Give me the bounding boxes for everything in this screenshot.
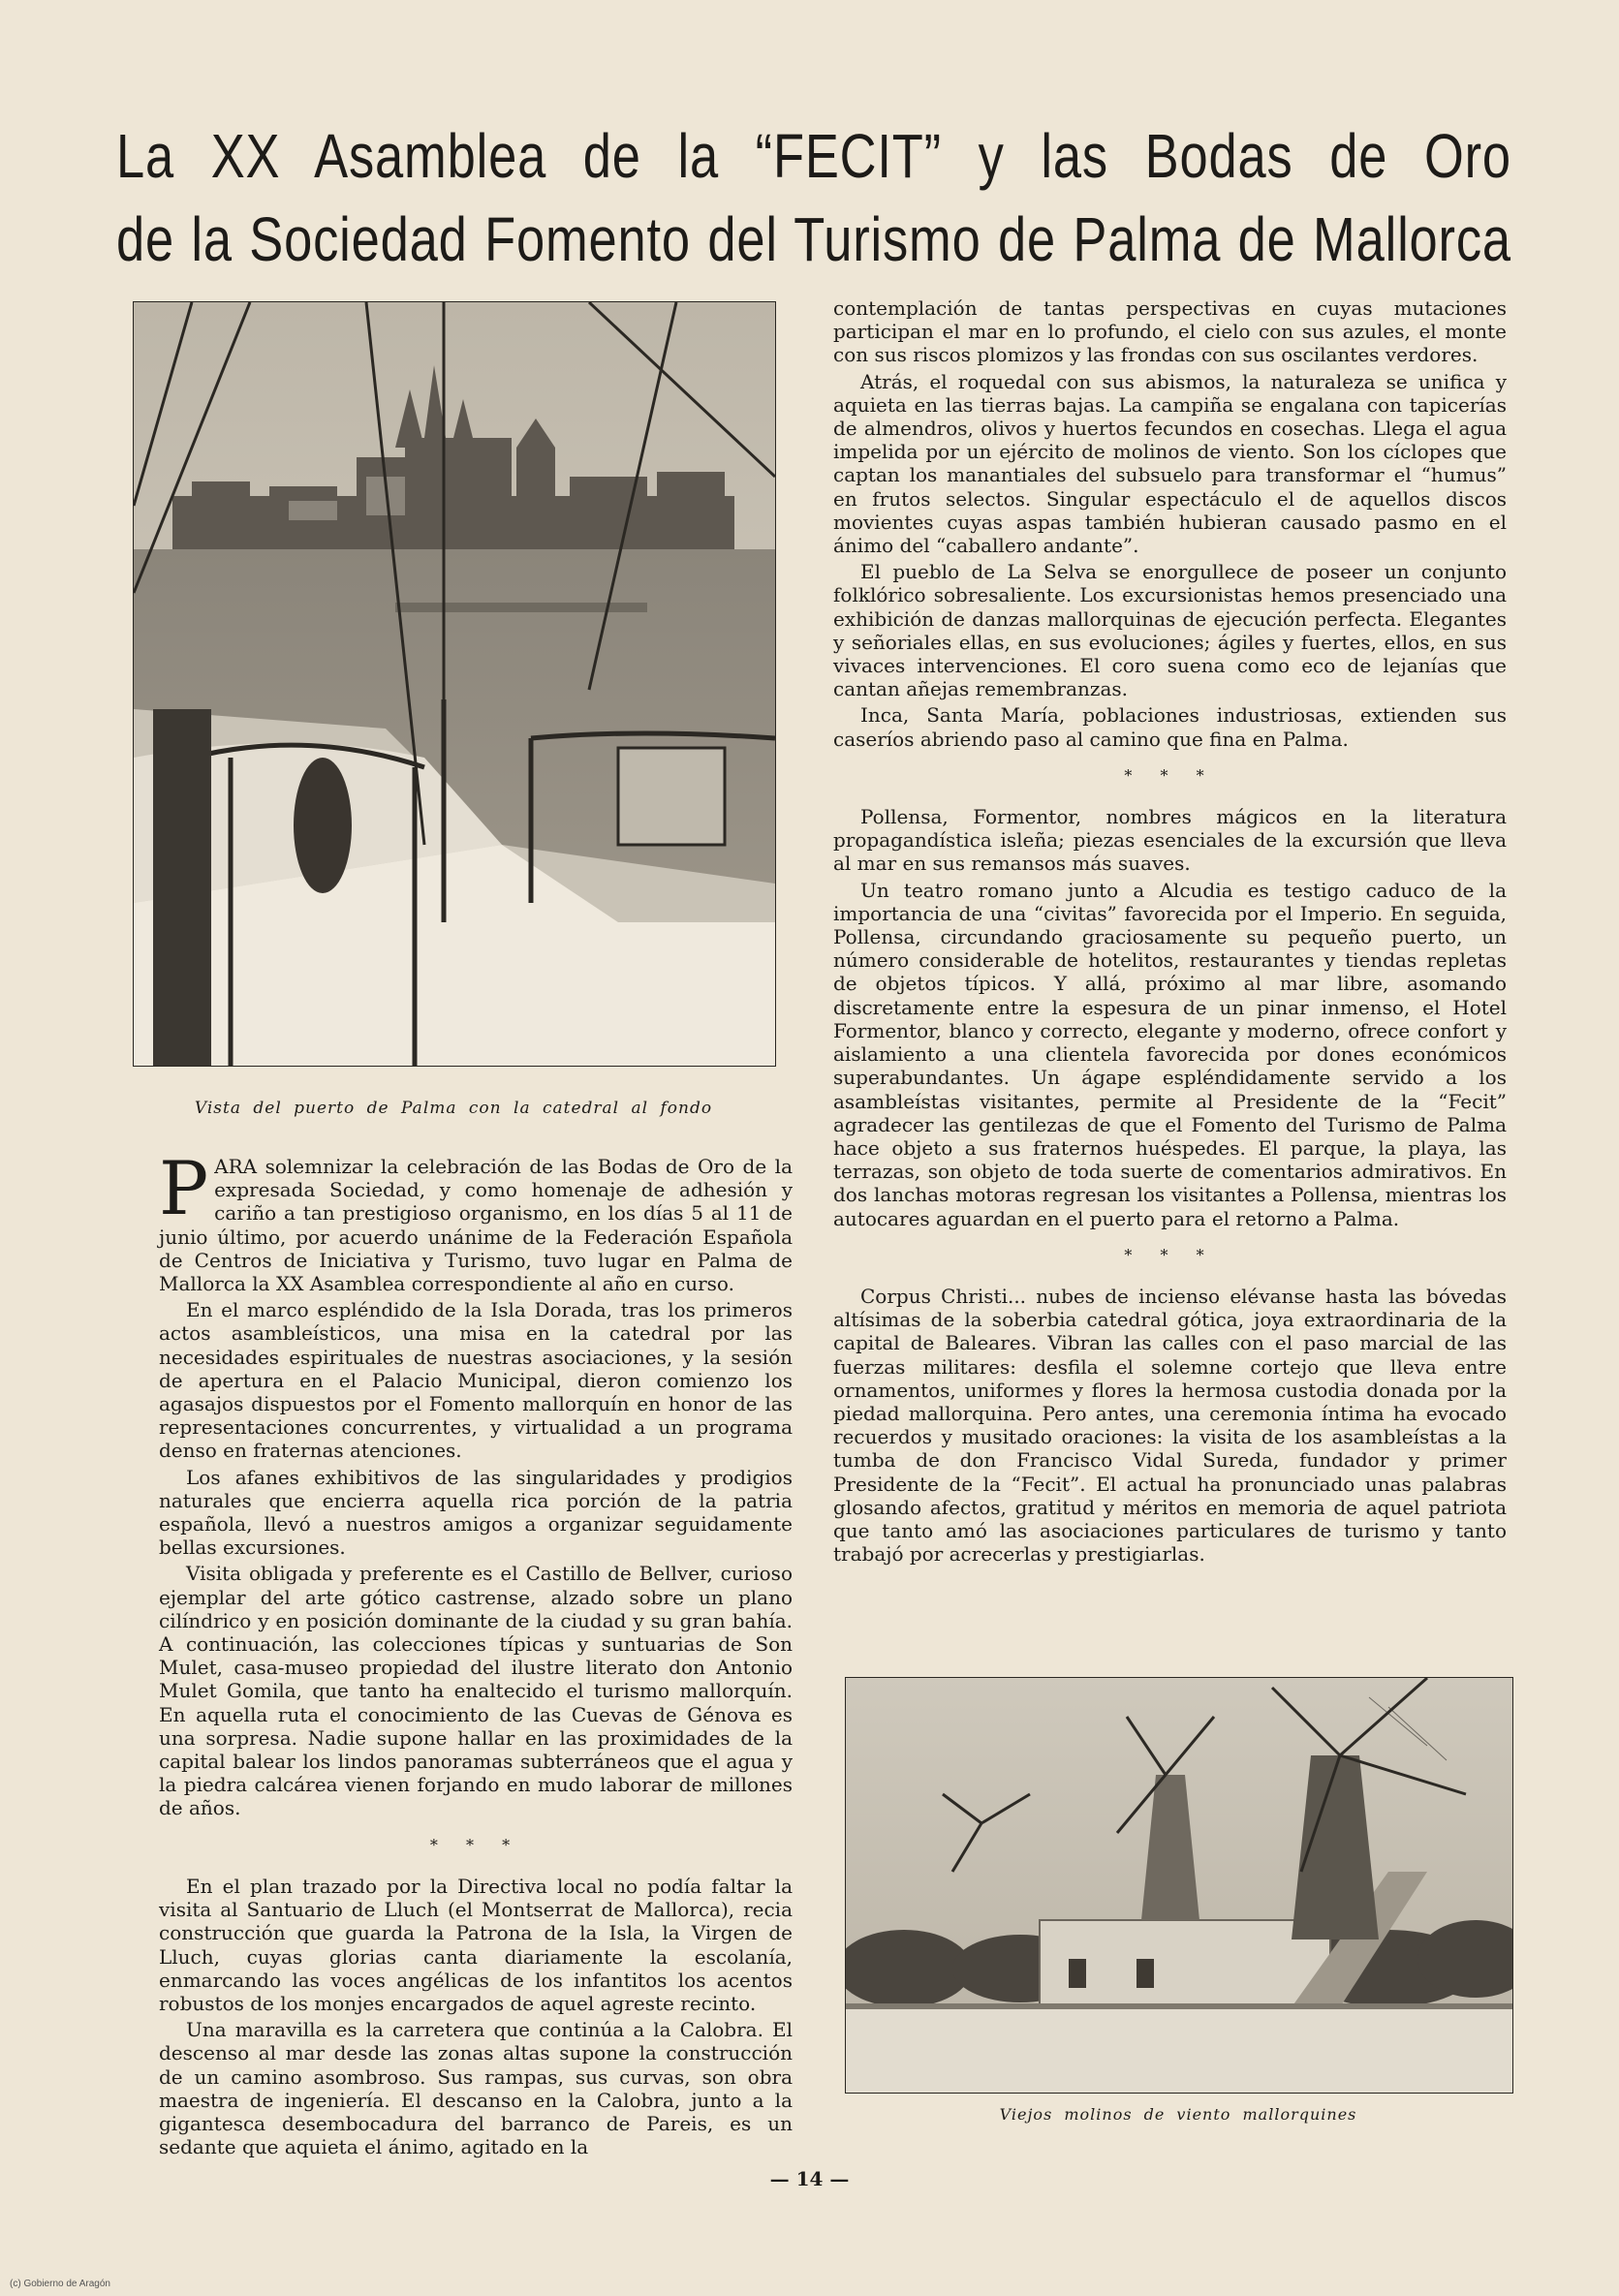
paragraph: En el marco espléndido de la Isla Dorada, tras los primeros actos asambleísticos, una misa en la catedral por las necesidades espirituales de nuestras asociaciones, y la sesión de apertura en el Palacio Municipal, dieron comienzo los agasajos dispuestos por el Fomento mallorquín en honor de las representaciones concurrentes, y virtualidad a un programa denso en fraternas atenciones. [159, 1298, 793, 1463]
intro-text: solemnizar la celebración de las Bodas de Oro de la expresada Sociedad, y como homenaje de adhesión y cariño a tan prestigioso organismo, en los días 5 al 11 de junio último, por acuerdo unánime de la Federación Española de Centros de Iniciativa y Turismo, tuvo lugar en Palma de Mallorca la XX Asamblea correspondiente al año en curso. [159, 1155, 793, 1296]
harbor-cathedral-illustration [134, 302, 775, 1066]
paragraph: Visita obligada y preferente es el Castillo de Bellver, curioso ejemplar del arte gótico castrense, alzado sobre un plano cilíndrico y en posición dominante de la ciudad y su gran bahía. A continuación, las colecciones típicas y suntuarias de Son Mulet, casa-museo propiedad del ilustre literato don Antonio Mulet Gomila, que tanto ha enaltecido el turismo mallorquín. En aquella ruta el conocimiento de las Cuevas de Génova es una sorpresa. Nadie supone hallar en las proximidades de la capital balear los lindos panoramas subterráneos que el agua y la piedra calcárea vienen forjando en mudo laborar de millones de años. [159, 1562, 793, 1820]
section-separator: * * * [429, 1835, 522, 1854]
paragraph: En el plan trazado por la Directiva local no podía faltar la visita al Santuario de Lluch (el Montserrat de Mallorca), recia construcción que guarda la Patrona de la Isla, la Virgen de Lluch, cuyas glorias canta diariamente la escolanía, enmarcando las voces angélicas de los infantitos los acentos robustos de los monjes encargados de aquel agreste recinto. [159, 1874, 793, 2015]
paragraph: El pueblo de La Selva se enorgullece de poseer un conjunto folklórico sobresaliente. Los excursionistas hemos presenciado una exhibición de danzas mallorquinas de ejecución perfecta. Elegantes y señoriales ellas, en sus evoluciones; ágiles y fuertes, ellos, en sus vivaces intervenciones. El coro suena como eco de lejanías que cantan añejas remembranzas. [833, 560, 1507, 701]
windmills-illustration [846, 1678, 1512, 2093]
paragraph: contemplación de tantas perspectivas en cuyas mutaciones participan el mar en lo profundo, el cielo con sus azules, el monte con sus riscos plomizos y las frondas con sus oscilantes verdores. [833, 296, 1507, 367]
photo2-caption: Viejos molinos de viento mallorquines [999, 2105, 1357, 2124]
drop-cap: P [159, 1145, 209, 1231]
paragraph: Pollensa, Formentor, nombres mágicos en la literatura propagandística isleña; piezas esenciales de la excursión que lleva al mar en sus remansos más suaves. [833, 805, 1507, 876]
right-column [833, 296, 1507, 1566]
paragraph: Un teatro romano junto a Alcudia es testigo caduco de la importancia de una “civitas” favorecida por el Imperio. En seguida, Pollensa, circundando graciosamente su pequeño puerto, un número considerable de hotelitos, restaurantes y tiendas repletas de objetos típicos. Y allá, próximo al mar libre, asomando discretamente entre la espesura de un pinar inmenso, el Hotel Formentor, blanco y correcto, elegante y moderno, ofrece confort y aislamiento a una clientela favorecida por dones económicos superabundantes. Un ágape espléndidamente servido a los asambleístas visitantes, permite al Presidente de la “Fecit” agradecer las gentilezas de que el Fomento del Turismo de Palma hace objeto a sus fraternos huéspedes. El parque, la playa, las terrazas, son objeto de toda suerte de comentarios admirativos. En dos lanchas motoras regresan los visitantes a Pollensa, mientras los autocares aguardan en el puerto para el retorno a Palma. [833, 878, 1507, 1230]
paragraph: Los afanes exhibitivos de las singularidades y prodigios naturales que encierra aquella rica porción de la patria española, llevó a nuestros amigos a organizar seguidamente bellas excursiones. [159, 1465, 793, 1560]
left-column [159, 1145, 793, 2159]
article-title [116, 114, 1511, 281]
paragraph: Corpus Christi... nubes de incienso elévanse hasta las bóvedas altísimas de la soberbia catedral gótica, joya extraordinaria de la capital de Baleares. Vibran las calles con el paso marcial de las fuerzas militares: desfila el solemne cortejo que lleva entre ornamentos, uniformes y flores la hermosa custodia donada por la piedad mallorquina. Pero antes, una ceremonia íntima ha evocado recuerdos y musitado oraciones: la visita de los asambleístas a la tumba de don Francisco Vidal Sureda, fundador y primer Presidente de la “Fecit”. El actual ha pronunciado unas palabras glosando afectos, gratitud y méritos en memoria de aquel patriota que tanto amó las asociaciones particulares de turismo y tanto trabajó por acrecerlas y prestigiarlas. [833, 1284, 1507, 1567]
paragraph: Atrás, el roquedal con sus abismos, la naturaleza se unifica y aquieta en las tierras bajas. La campiña se engalana con tapicerías de almendros, olivos y huertos fecundos en cosechas. Llega el agua impelida por un ejército de molinos de viento. Son los cíclopes que captan los manantiales del subsuelo para transformar el “humus” en frutos selectos. Singular espectáculo el de aquellos discos movientes cuyas aspas también hubieran causado pasmo en el ánimo del “caballero andante”. [833, 369, 1507, 558]
paragraph: Una maravilla es la carretera que continúa a la Calobra. El descenso al mar desde las zonas altas supone la construcción de un camino asombroso. Sus rampas, sus curvas, son obra maestra de ingeniería. El descanso en la Calobra, junto a la gigantesca desembocadura del barranco de Pareis, es un sedante que aquieta el ánimo, agitado en la [159, 2018, 793, 2159]
title-line-1: La XX Asamblea de la “FECIT” y las Bodas de Oro [116, 121, 1511, 191]
harbor-cathedral-photo [133, 301, 776, 1067]
intro-paragraph [159, 1145, 793, 1296]
windmills-photo [845, 1677, 1513, 2094]
intro-smallcaps: ARA [214, 1155, 258, 1178]
title-line-2: de la Sociedad Fomento del Turismo de Palma de Mallorca [116, 204, 1511, 274]
copyright-notice: (c) Gobierno de Aragón [10, 2279, 110, 2289]
section-separator: * * * [1124, 1245, 1216, 1264]
paragraph: Inca, Santa María, poblaciones industriosas, extienden sus caseríos abriendo paso al camino que fina en Palma. [833, 703, 1507, 751]
photo1-caption: Vista del puerto de Palma con la catedral al fondo [194, 1099, 713, 1118]
page-number: — 14 — [769, 2167, 850, 2190]
section-separator: * * * [1124, 765, 1216, 785]
